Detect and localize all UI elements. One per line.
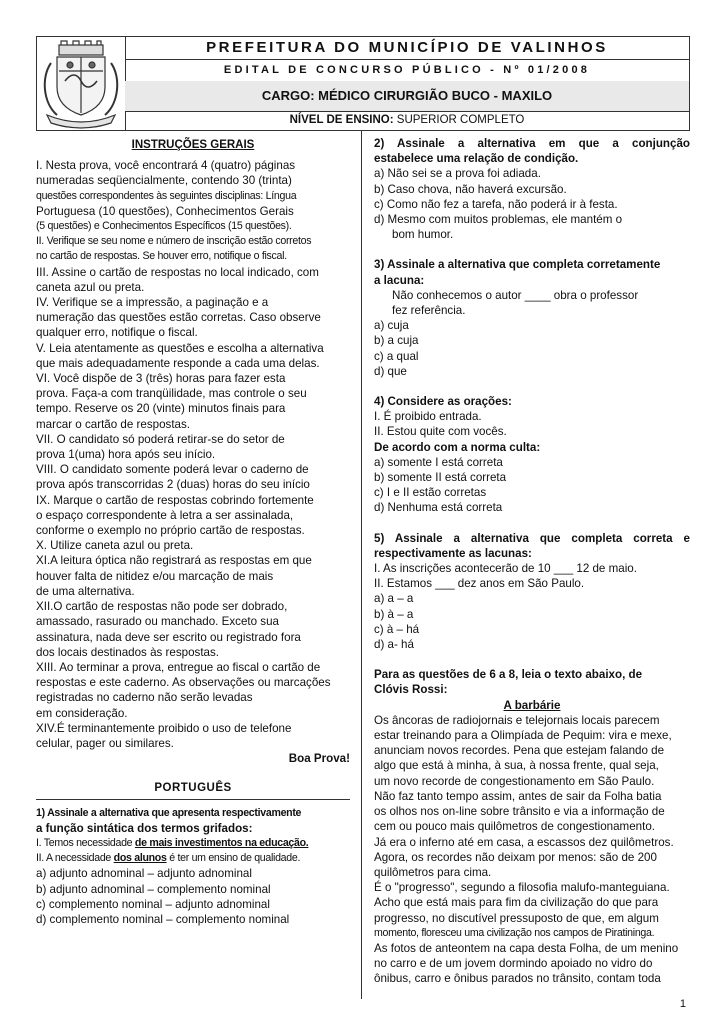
q5-options <box>374 591 690 652</box>
instruction-line: que mais adequadamente responde a cada uma delas. <box>36 356 320 370</box>
q3-option: c) a qual <box>374 349 419 363</box>
q3-text-line2: fez referência. <box>392 304 466 318</box>
instruction-line: Portuguesa (10 questões), Conhecimentos Gerais <box>36 204 294 218</box>
instruction-line: marcar o cartão de respostas. <box>36 417 191 431</box>
q5-sentence-ii: II. Estamos ___ dez anos em São Paulo. <box>374 577 585 591</box>
q2-option: a) Não sei se a prova foi adiada. <box>374 167 541 181</box>
q4-option: d) Nenhuma está correta <box>374 501 503 515</box>
q3-option: b) a cuja <box>374 334 419 348</box>
instruction-line: X. Utilize caneta azul ou preta. <box>36 539 194 553</box>
instruction-line: respostas e este caderno. As observações ou marcações <box>36 676 331 690</box>
q3-stem-line1: 3) Assinale a alternativa que completa corretamente <box>374 258 661 272</box>
texto-intro-line2: Clóvis Rossi: <box>374 683 448 697</box>
instruction-line: XI.A leitura óptica não registrará as respostas em que <box>36 554 312 568</box>
q5-option: d) a- há <box>374 638 414 652</box>
texto-line: no carro e de um jovem dormindo apoiado no vidro do <box>374 957 653 971</box>
q3-stem-line2: a lacuna: <box>374 273 425 287</box>
q5-option: a) a – a <box>374 592 414 606</box>
texto-line: ônibus, carro e ônibus parados no trânsito, contam toda <box>374 972 661 986</box>
instruction-line: de uma alternativa. <box>36 584 135 598</box>
texto-line: os olhos nos on-line sobre trânsito e via a informação de <box>374 805 665 819</box>
instruction-line: registradas no caderno não serão levadas <box>36 691 253 705</box>
instruction-line: conforme o exemplo no próprio cartão de respostas. <box>36 524 305 538</box>
instruction-line: caneta azul ou preta. <box>36 280 145 294</box>
texto-line: Agora, os recordes não deixam por menos: são de 200 <box>374 850 657 864</box>
q4-option: b) somente II está correta <box>374 471 507 485</box>
q2-options <box>374 166 690 227</box>
texto-line: estar treinando para a Olimpíada de Pequim: vira e mexe, <box>374 729 672 743</box>
q3-option: d) que <box>374 364 407 378</box>
instrucoes-list <box>36 158 350 751</box>
instruction-line: numeradas seqüencialmente, contendo 30 (trinta) <box>36 174 292 188</box>
texto-line: momento, floresceu uma civilização nos campos de Piratininga. <box>374 926 655 939</box>
instruction-line: prova. Faça-a com tranqüilidade, mas controle o seu <box>36 387 307 401</box>
instruction-line: I. Nesta prova, você encontrará 4 (quatro) páginas <box>36 159 296 173</box>
q1-option: a) adjunto adnominal – adjunto adnominal <box>36 867 252 881</box>
texto-line: um novo recorde de congestionamento em São Paulo. <box>374 774 655 788</box>
instruction-line: houver falta de nitidez e/ou marcação de mais <box>36 569 274 583</box>
header-nivel <box>125 111 689 130</box>
q5-option: b) à – a <box>374 607 414 621</box>
q2-stem-line2: estabelece uma relação de condição. <box>374 152 579 166</box>
texto-body <box>374 713 690 987</box>
q5-stem-line1: 5) Assinale a alternativa que completa correta e <box>374 531 690 545</box>
instruction-line: VII. O candidato só poderá retirar-se do setor de <box>36 432 285 446</box>
texto-line: Acho que está mais para fim da civilização do que para <box>374 896 659 910</box>
q4-option: a) somente I está correta <box>374 455 503 469</box>
instruction-line: no cartão de respostas. Se houver erro, notifique o fiscal. <box>36 250 287 263</box>
instruction-line: questões correspondentes às seguintes disciplinas: Língua <box>36 189 297 202</box>
instruction-line: IV. Verifique se a impressão, a paginação e a <box>36 296 269 310</box>
header-cargo: CARGO: MÉDICO CIRURGIÃO BUCO - MAXILO <box>125 81 689 112</box>
header-title: PREFEITURA DO MUNICÍPIO DE VALINHOS <box>125 37 689 60</box>
instruction-line: IX. Marque o cartão de respostas cobrindo fortemente <box>36 493 314 507</box>
q3-text-line1: Não conhecemos o autor ____ obra o professor <box>392 288 639 302</box>
instrucoes-title: INSTRUÇÕES GERAIS <box>131 139 255 151</box>
q5-stem-line2: respectivamente as lacunas: <box>374 546 532 560</box>
texto-line: cem ou pouco mais quilômetros de congestionamento. <box>374 820 655 834</box>
texto-line: As fotos de anteontem na capa desta Folha, de um menino <box>374 941 679 955</box>
instruction-line: numeração das questões estão corretas. Caso observe <box>36 311 321 325</box>
q5-option: c) à – há <box>374 622 420 636</box>
header-box <box>36 36 690 131</box>
column-divider <box>361 131 362 999</box>
nivel-label: NÍVEL DE ENSINO: <box>289 114 394 126</box>
nivel-value: SUPERIOR COMPLETO <box>396 114 525 126</box>
texto-line: Os âncoras de radiojornais e telejornais locais parecem <box>374 713 660 727</box>
texto-line: Já era o inferno até em casa, a escassos dez quilômetros. <box>374 835 674 849</box>
texto-intro-line1: Para as questões de 6 a 8, leia o texto abaixo, de <box>374 668 643 682</box>
texto-line: Não faz tanto tempo assim, antes de sair da Folha batia <box>374 789 662 803</box>
q1-option: b) adjunto adnominal – complemento nominal <box>36 882 271 896</box>
texto-line: algo que está à minha, à sua, à nossa frente, qual seja, <box>374 759 659 773</box>
instruction-line: V. Leia atentamente as questões e escolha a alternativa <box>36 341 324 355</box>
texto-line: quilômetros para cima. <box>374 865 492 879</box>
instruction-line: dos locais destinados às respostas. <box>36 645 220 659</box>
closing-text: Boa Prova! <box>288 752 350 766</box>
q1-option: d) complemento nominal – complemento nominal <box>36 912 290 926</box>
instruction-line: celular, pager ou similares. <box>36 736 174 750</box>
q4-stem: 4) Considere as orações: <box>374 395 512 409</box>
q1-stem-line2: a função sintática dos termos grifados: <box>36 821 253 835</box>
texto-line: progresso, no discutível pressuposto de que, em algum <box>374 911 659 925</box>
instruction-line: VIII. O candidato somente poderá levar o caderno de <box>36 463 309 477</box>
instruction-line: em consideração. <box>36 706 128 720</box>
instruction-line: prova 1(uma) hora após seu início. <box>36 448 216 462</box>
instruction-line: amassado, rasurado ou manchado. Exceto sua <box>36 615 279 629</box>
q1-sentence-i: I. Temos necessidade de mais investimentos na educação. <box>36 836 309 849</box>
instruction-line: XIV.É terminantemente proibido o uso de telefone <box>36 721 292 735</box>
section-portugues-title: PORTUGUÊS <box>154 782 232 795</box>
q2-stem-line1: 2) Assinale a alternativa em que a conjunção <box>374 137 690 150</box>
q1-sentence-ii: II. A necessidade dos alunos é ter um ensino de qualidade. <box>36 852 301 865</box>
instruction-line: VI. Você dispõe de 3 (três) horas para fazer esta <box>36 372 286 386</box>
q4-sentence-i: I. É proibido entrada. <box>374 410 482 424</box>
q5-sentence-i: I. As inscrições acontecerão de 10 ___ 12 de maio. <box>374 562 637 576</box>
page-number: 1 <box>679 998 686 1010</box>
instruction-line: XIII. Ao terminar a prova, entregue ao fiscal o cartão de <box>36 660 321 674</box>
instruction-line: tempo. Reserve os 20 (vinte) minutos finais para <box>36 402 286 416</box>
coat-of-arms-icon <box>37 37 125 130</box>
q4-options <box>374 455 690 516</box>
instruction-line: XII.O cartão de respostas não pode ser dobrado, <box>36 600 288 614</box>
q4-sentence-ii: II. Estou quite com vocês. <box>374 425 507 439</box>
texto-line: É o "progresso", segundo a filosofia malufo-manteguiana. <box>374 881 670 895</box>
q4-option: c) I e II estão corretas <box>374 486 487 500</box>
left-column <box>36 136 350 927</box>
header-edital: EDITAL DE CONCURSO PÚBLICO - Nº 01/2008 <box>125 59 689 82</box>
instruction-line: (5 questões) e Conhecimentos Específicos (15 questões). <box>36 220 292 233</box>
q2-option: d) Mesmo com muitos problemas, ele mantém o <box>374 213 623 226</box>
instruction-line: assinatura, nada deve ser escrito ou registrado fora <box>36 630 301 644</box>
q2-option-cont: bom humor. <box>392 228 454 242</box>
q3-options <box>374 318 690 379</box>
q2-option: b) Caso chova, não haverá excursão. <box>374 182 567 196</box>
instruction-line: II. Verifique se seu nome e número de inscrição estão corretos <box>36 235 312 248</box>
instruction-line: prova após transcorridas 2 (duas) horas do seu início <box>36 478 310 492</box>
texto-title: A barbárie <box>503 698 561 712</box>
q2-option: c) Como não fez a tarefa, não poderá ir à festa. <box>374 197 618 211</box>
instruction-line: qualquer erro, notifique o fiscal. <box>36 326 198 340</box>
coat-of-arms-logo <box>37 37 126 130</box>
q1-options <box>36 866 350 927</box>
texto-line: anunciam novos recordes. Pena que estejam falando de <box>374 744 665 758</box>
instruction-line: o espaço correspondente à letra a ser assinalada, <box>36 508 294 522</box>
right-column <box>374 136 690 987</box>
instruction-line: III. Assine o cartão de respostas no local indicado, com <box>36 265 319 279</box>
section-divider <box>36 799 350 800</box>
q4-subtitle: De acordo com a norma culta: <box>374 440 541 454</box>
q3-option: a) cuja <box>374 319 409 333</box>
q1-stem-line1: 1) Assinale a alternativa que apresenta respectivamente <box>36 806 302 819</box>
q1-option: c) complemento nominal – adjunto adnominal <box>36 897 270 911</box>
